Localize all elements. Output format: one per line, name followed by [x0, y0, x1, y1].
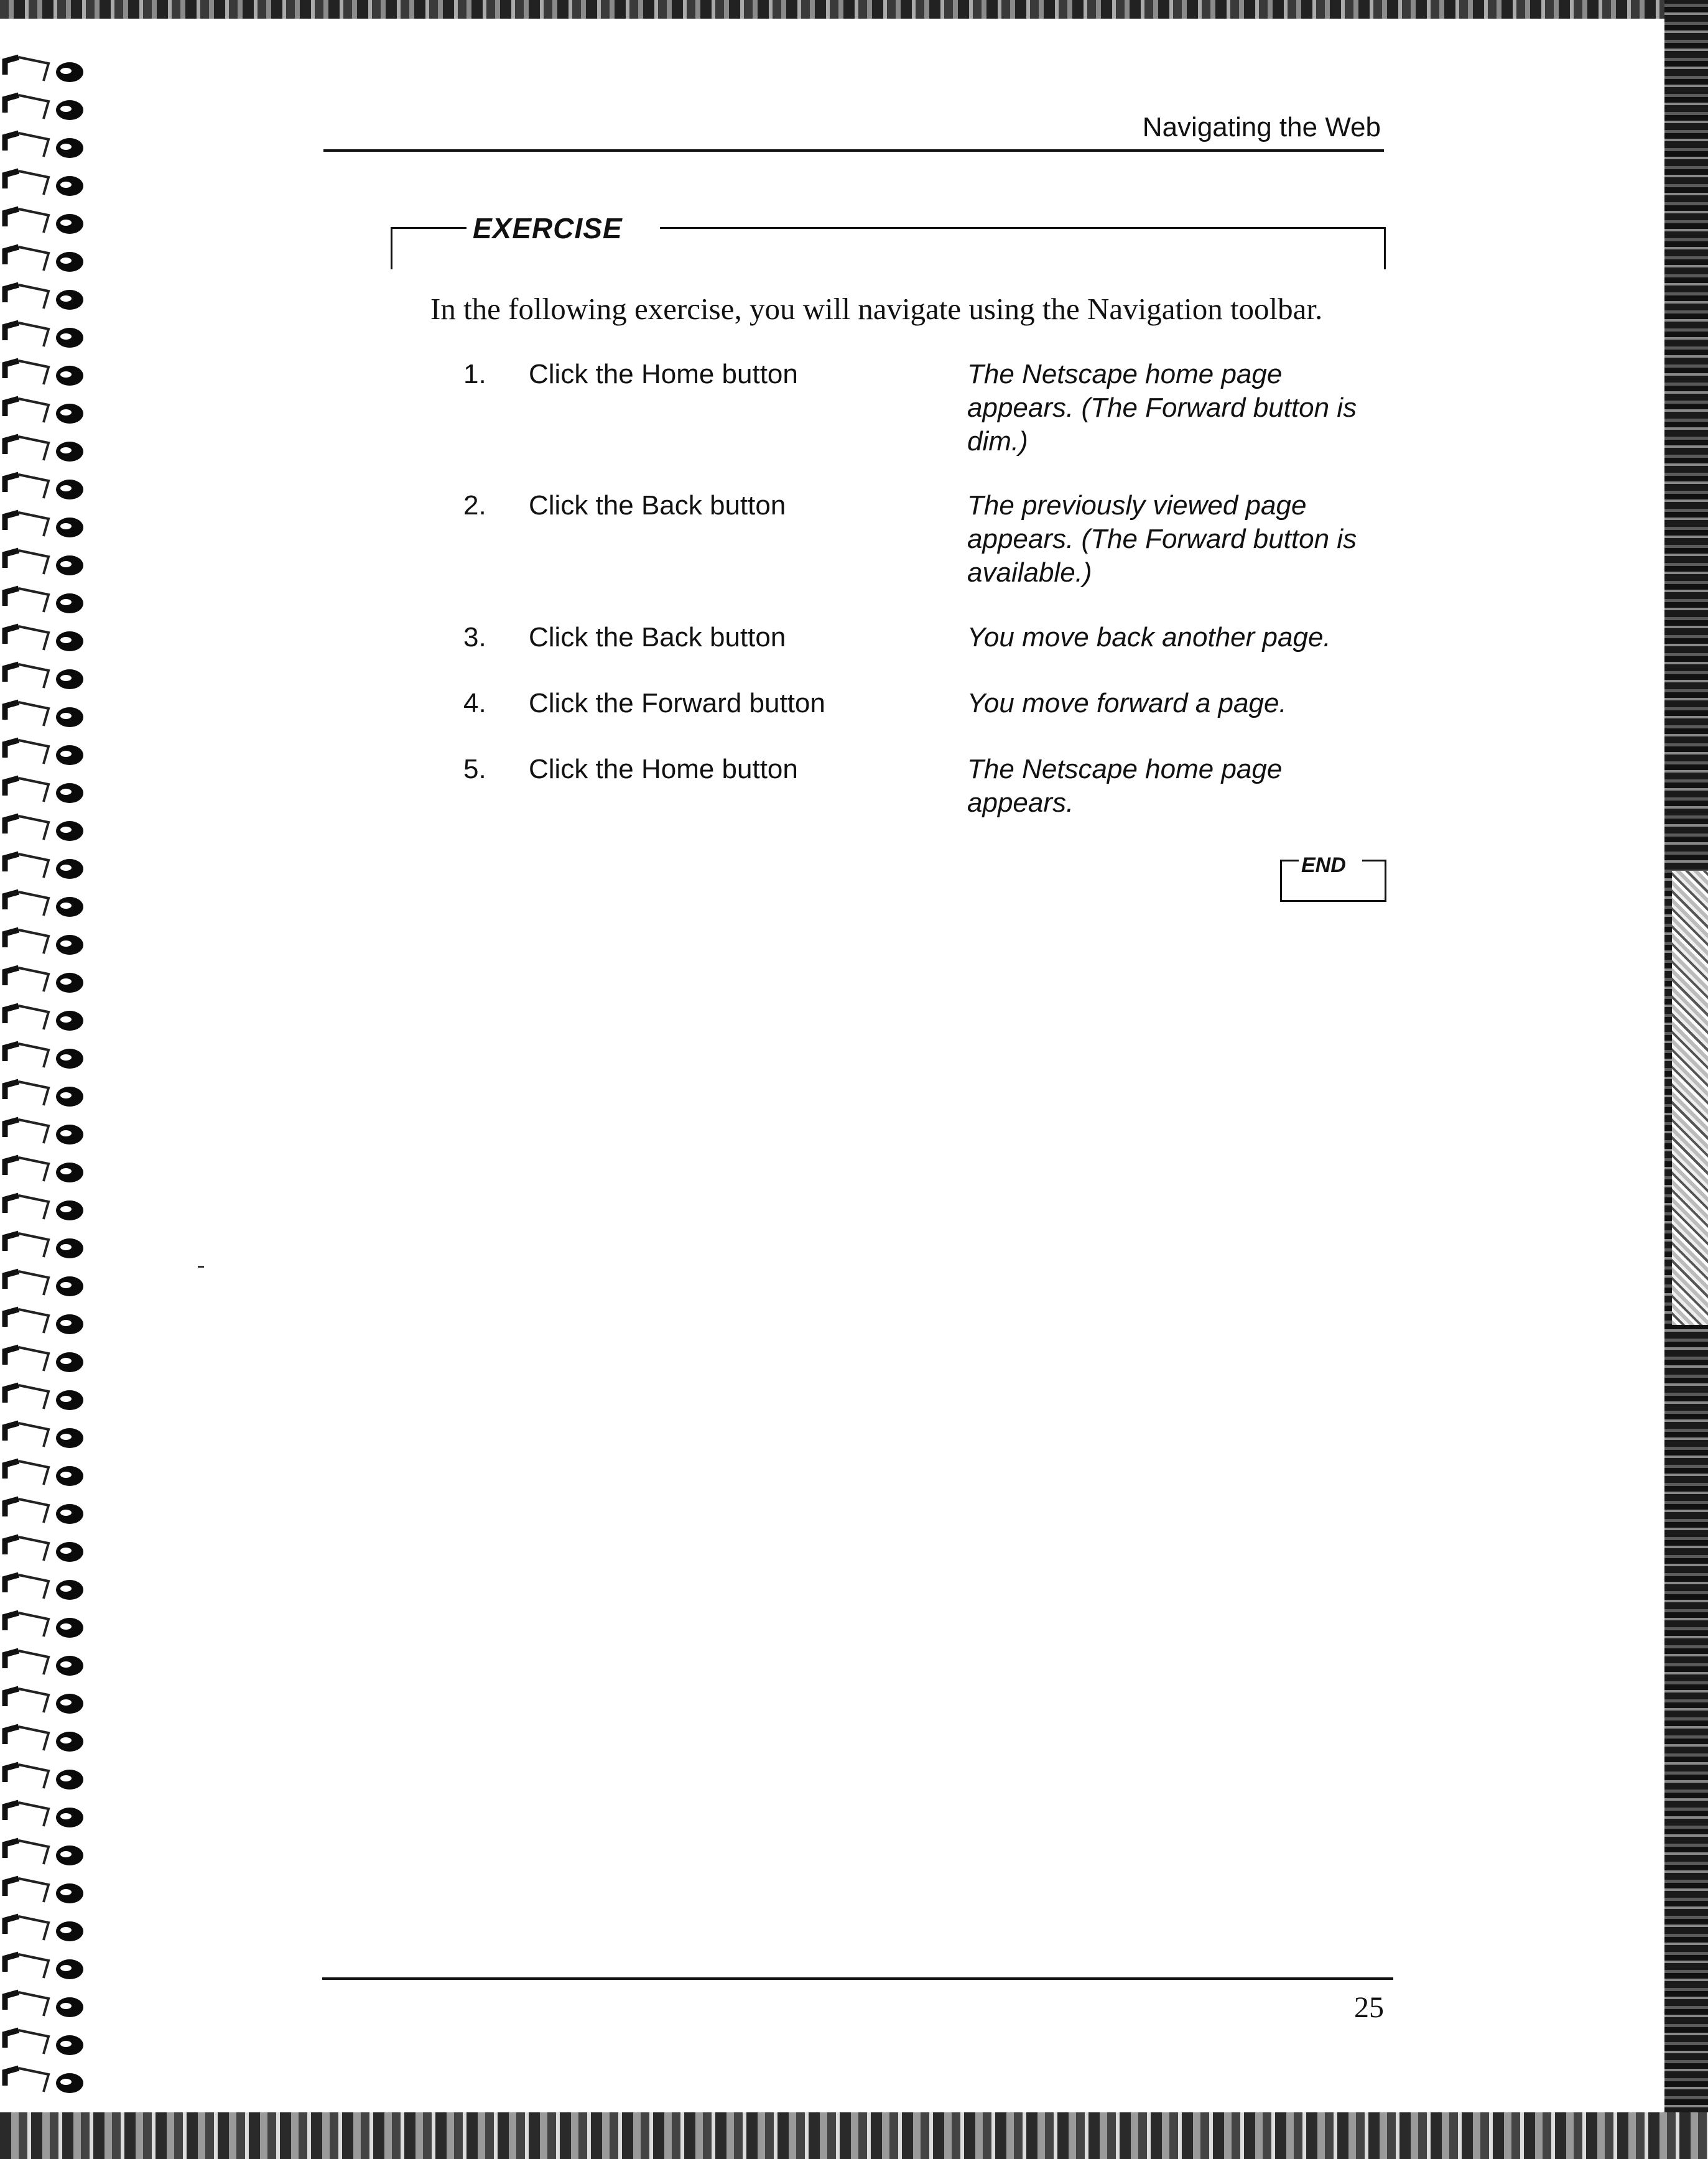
- step-action: Click the Home button: [529, 754, 798, 784]
- spiral-loop: [5, 1347, 83, 1372]
- spiral-loop: [5, 1499, 83, 1524]
- spiral-loop: [5, 1423, 83, 1448]
- step-1: [463, 358, 1384, 457]
- spiral-loop: [5, 854, 83, 879]
- step-2: [463, 489, 1384, 588]
- spiral-loop: [5, 1916, 83, 1941]
- step-action: Click the Home button: [529, 359, 798, 389]
- spiral-loop: [5, 1196, 83, 1220]
- spiral-loop: [5, 1841, 83, 1865]
- step-number: 5.: [463, 754, 486, 784]
- spiral-loop: [5, 740, 83, 765]
- scan-edge-bottom: [0, 2112, 1708, 2159]
- spiral-loop: [5, 1271, 83, 1296]
- spiral-loop: [5, 816, 83, 841]
- spiral-loop: [5, 1803, 83, 1827]
- spiral-binding: [0, 44, 93, 2102]
- spiral-loop: [5, 1461, 83, 1486]
- spiral-loop: [5, 1954, 83, 1979]
- spiral-loop: [5, 399, 83, 424]
- step-result: You move forward a page.: [967, 688, 1287, 718]
- spiral-loop: [5, 1651, 83, 1676]
- spiral-loop: [5, 550, 83, 575]
- step-number: 2.: [463, 490, 486, 521]
- spiral-loop: [5, 1727, 83, 1752]
- exercise-intro: In the following exercise, you will navigate using the Navigation toolbar.: [430, 292, 1323, 326]
- step-result: You move back another page.: [967, 622, 1331, 652]
- spiral-loop: [5, 1044, 83, 1069]
- spiral-loop: [5, 513, 83, 537]
- scan-edge-top: [0, 0, 1708, 19]
- spiral-loop: [5, 57, 83, 82]
- spiral-loop: [5, 1158, 83, 1182]
- spiral-loop: [5, 1765, 83, 1790]
- end-frame-top-left: [1280, 860, 1299, 861]
- spiral-loop: [5, 1613, 83, 1638]
- spiral-loop: [5, 1309, 83, 1334]
- end-frame-top-right: [1362, 860, 1385, 861]
- spiral-loop: [5, 1082, 83, 1107]
- spiral-loop: [5, 778, 83, 803]
- spiral-loop: [5, 968, 83, 993]
- step-action: Click the Back button: [529, 622, 786, 652]
- spiral-loop: [5, 626, 83, 651]
- spiral-loop: [5, 285, 83, 310]
- spiral-loop: [5, 1878, 83, 1903]
- page-number: 25: [1354, 1991, 1384, 2024]
- spiral-loop: [5, 1689, 83, 1714]
- spiral-loop: [5, 133, 83, 158]
- exercise-label: EXERCISE: [466, 211, 660, 245]
- spiral-loop: [5, 1233, 83, 1258]
- spiral-loop: [5, 437, 83, 462]
- spiral-loop: [5, 475, 83, 499]
- step-result: The Netscape home page appears. (The Forward button is dim.): [967, 359, 1357, 457]
- step-number: 3.: [463, 622, 486, 652]
- spiral-loop: [5, 1120, 83, 1145]
- step-result: The previously viewed page appears. (The Forward button is available.): [967, 490, 1357, 588]
- step-number: 4.: [463, 688, 486, 718]
- spiral-loop: [5, 1385, 83, 1410]
- step-action: Click the Back button: [529, 490, 786, 521]
- header-rule: [323, 149, 1384, 152]
- spiral-loop: [5, 702, 83, 727]
- spiral-loop: [5, 95, 83, 120]
- step-action: Click the Forward button: [529, 688, 825, 718]
- step-result: The Netscape home page appears.: [967, 754, 1283, 818]
- spiral-loop: [5, 361, 83, 386]
- spiral-loop: [5, 171, 83, 196]
- footer-rule: [322, 1977, 1393, 1980]
- spiral-loop: [5, 323, 83, 348]
- scan-edge-right-noise: [1672, 871, 1708, 1325]
- spiral-loop: [5, 2068, 83, 2093]
- spiral-loop: [5, 588, 83, 613]
- step-5: [463, 753, 1384, 852]
- spiral-loop: [5, 247, 83, 272]
- spiral-loop: [5, 1537, 83, 1562]
- spiral-loop: [5, 1992, 83, 2017]
- spiral-loop: [5, 930, 83, 955]
- step-number: 1.: [463, 359, 486, 389]
- spiral-loop: [5, 2030, 83, 2055]
- spiral-loop: [5, 1006, 83, 1031]
- stray-mark: [198, 1266, 204, 1268]
- spiral-loop: [5, 1575, 83, 1600]
- spiral-loop: [5, 892, 83, 917]
- running-header: Navigating the Web: [1142, 112, 1381, 142]
- spiral-loop: [5, 664, 83, 689]
- spiral-loop: [5, 209, 83, 234]
- end-label: END: [1301, 853, 1346, 877]
